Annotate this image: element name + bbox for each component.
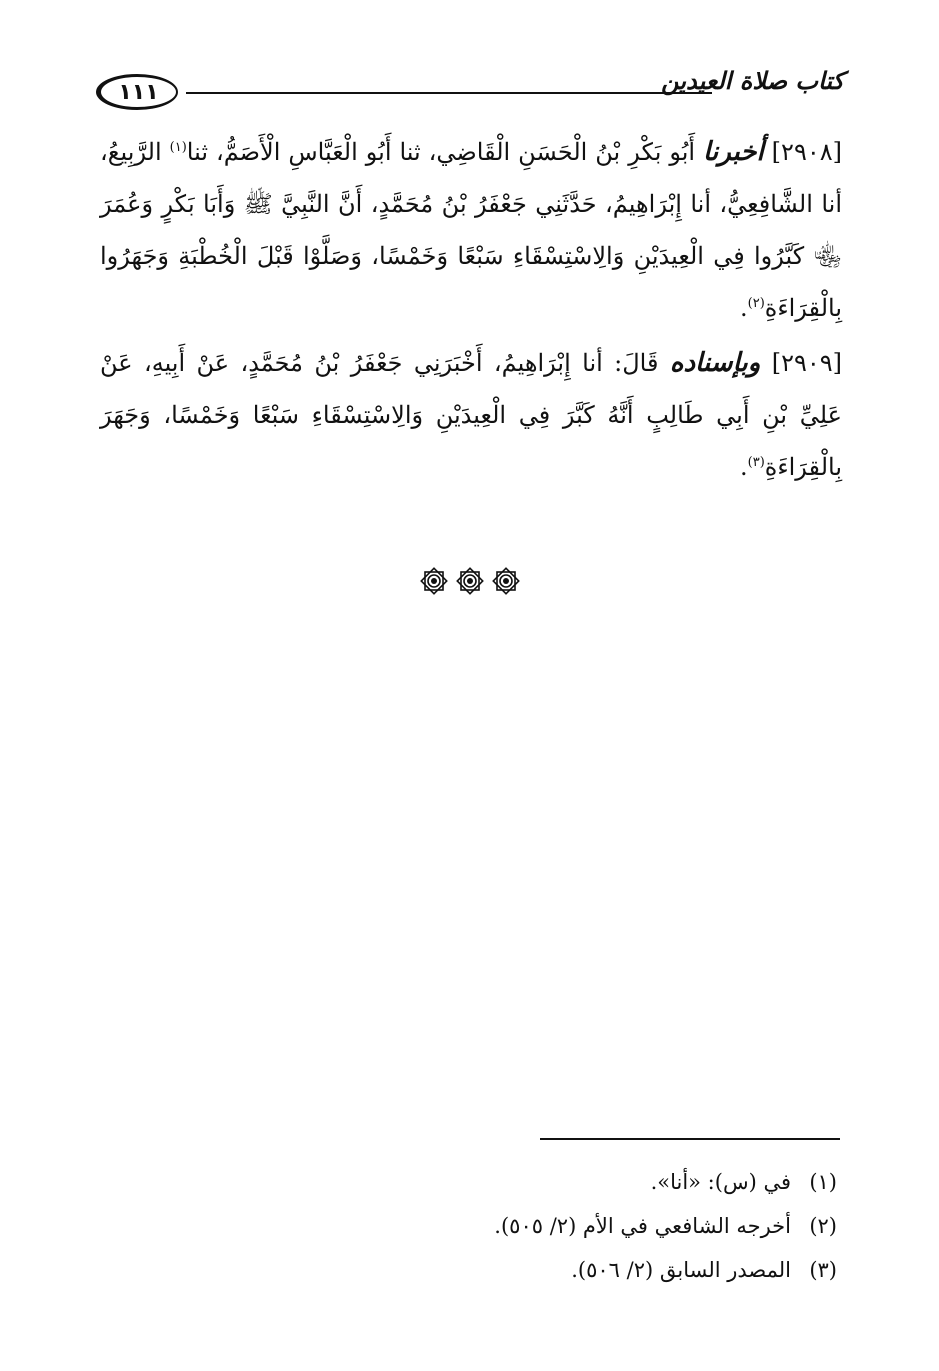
footnote-number: (٢) bbox=[809, 1214, 837, 1238]
main-text bbox=[100, 126, 842, 496]
footnote-number: (١) bbox=[809, 1170, 837, 1194]
hadith-end: . bbox=[740, 294, 748, 322]
eight-point-rosette-icon bbox=[455, 566, 485, 596]
footnote-ref[interactable]: (٢) bbox=[747, 296, 765, 311]
footnote-ref[interactable]: (١) bbox=[169, 140, 187, 155]
running-title: كتاب صلاة العيدين bbox=[661, 66, 844, 95]
lead-word: أخبرنا bbox=[703, 137, 764, 167]
footnote-number: (٣) bbox=[809, 1258, 837, 1282]
hadith-text: قَالَ: أنا إِبْرَاهِيمُ، أَخْبَرَنِي جَعْفَرُ بْنُ مُحَمَّدٍ، عَنْ أَبِيهِ، عَنْ عَلِيِّ بْنِ أَبِي طَالِبٍ أَنَّهُ كَبَّرَ فِي الْعِيدَيْنِ وَالِاسْتِسْقَاءِ سَبْعًا وَخَمْسًا، وَجَهَرَ بِالْقِرَاءَةِ bbox=[100, 349, 842, 481]
footnote-text: المصدر السابق (٢/ ٥٠٦). bbox=[571, 1258, 791, 1282]
hadith-2909 bbox=[100, 337, 842, 493]
footnote-3 bbox=[97, 1248, 837, 1292]
footnote-separator bbox=[540, 1138, 840, 1140]
page-number: ١١١ bbox=[96, 74, 178, 110]
footnote-1 bbox=[97, 1160, 837, 1204]
hadith-number: [٢٩٠٩] bbox=[771, 349, 842, 377]
hadith-text: أَبُو بَكْرِ بْنُ الْحَسَنِ الْقَاضِي، ثنا أَبُو الْعَبَّاسِ الْأَصَمُّ، ثنا bbox=[186, 138, 696, 166]
hadith-text: الرَّبِيعُ، أنا الشَّافِعِيُّ، أنا إِبْرَاهِيمُ، حَدَّثَنِي جَعْفَرُ بْنُ مُحَمَّدٍ، أَنَّ النَّبِيَّ ﷺ وَأَبَا بَكْرٍ وَعُمَرَ ﵄ كَبَّرُوا فِي الْعِيدَيْنِ وَالِاسْتِسْقَاءِ سَبْعًا وَخَمْسًا، وَصَلَّوْا قَبْلَ الْخُطْبَةِ وَجَهَرُوا بِالْقِرَاءَةِ bbox=[100, 138, 842, 322]
header-rule bbox=[186, 92, 712, 94]
footnote-text: في (س): «أنا». bbox=[650, 1170, 791, 1194]
footnotes bbox=[97, 1160, 837, 1292]
lead-word: وبإسناده bbox=[669, 348, 761, 378]
footnote-2 bbox=[97, 1204, 837, 1248]
footnote-ref[interactable]: (٣) bbox=[747, 455, 765, 470]
eight-point-rosette-icon bbox=[419, 566, 449, 596]
section-end-ornaments bbox=[0, 566, 939, 596]
page-header bbox=[96, 60, 844, 116]
hadith-2908 bbox=[100, 126, 842, 334]
footnote-text: أخرجه الشافعي في الأم (٢/ ٥٠٥). bbox=[494, 1214, 791, 1238]
hadith-end: . bbox=[740, 453, 748, 481]
eight-point-rosette-icon bbox=[491, 566, 521, 596]
hadith-number: [٢٩٠٨] bbox=[771, 138, 842, 166]
